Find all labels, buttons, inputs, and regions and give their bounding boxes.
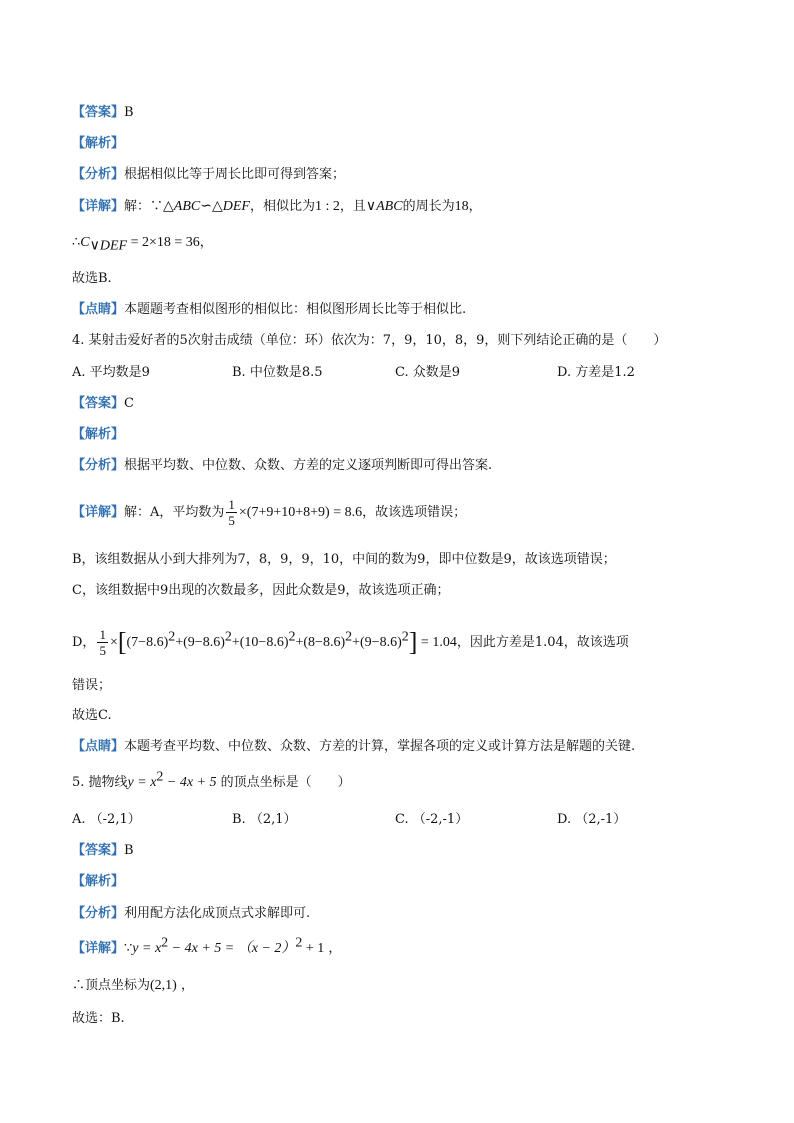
text-segment: ，相似比为 (249, 199, 315, 214)
parabola-expression: y = x (127, 775, 157, 790)
text-segment: ， (176, 978, 194, 993)
dianjing-text: 本题题考查相似图形的相似比：相似图形周长比等于相似比. (124, 302, 467, 317)
q3-answer-line (72, 104, 134, 122)
q5-fenxi-line (72, 905, 310, 923)
q5-jiexi (72, 873, 124, 891)
q5-guxuan (72, 1010, 125, 1028)
guxuan-text: 故选B. (72, 271, 112, 286)
q4-line-d-cont (72, 677, 111, 695)
q4-dianjing-line (72, 738, 635, 756)
fraction-denominator: 5 (99, 643, 106, 658)
text-segment: 错误； (72, 678, 112, 693)
variance-term: +(9−8.6) (352, 635, 402, 650)
q5-xiangjie-line (72, 935, 342, 958)
q4-line-d (72, 627, 629, 658)
parabola-expression: y = x (132, 941, 162, 956)
text-segment: ，故该选项错误； (362, 505, 467, 520)
variance-term: +(8−8.6) (295, 635, 346, 650)
q3-jiexi (72, 135, 124, 153)
answer-value: B (124, 843, 134, 858)
square-exponent: 2 (224, 629, 232, 645)
q4-answer-line (72, 395, 134, 413)
text-segment: ， (324, 941, 342, 956)
mean-expression: ×(7+9+10+8+9) = 8.6 (238, 505, 363, 520)
square-exponent: 2 (156, 769, 164, 785)
times-sign: × (109, 635, 118, 650)
option-d: D. （2,-1） (557, 812, 627, 827)
fenxi-text: 根据相似比等于周长比即可得到答案； (124, 167, 346, 182)
text-segment: ， (468, 199, 482, 214)
xiangjie-pre: 解：A，平均数为 (124, 505, 225, 520)
calc-expression: = 2×18 = 36 (127, 235, 200, 250)
fraction-numerator: 1 (228, 497, 235, 512)
vertex-form-tail: + 1 (302, 941, 325, 956)
perimeter-value: 18 (454, 199, 469, 214)
q4-jiexi (72, 426, 124, 444)
option-c: C. （-2,-1） (395, 812, 469, 827)
variance-result: = 1.04 (417, 635, 457, 650)
fenxi-text: 利用配方法化成顶点式求解即可. (124, 906, 311, 921)
stem-suffix: 的顶点坐标是（ ） (216, 775, 351, 790)
fenxi-tag: 【分析】 (72, 906, 125, 921)
variance-term: +(9−8.6) (175, 635, 225, 650)
triangle-abc: ∨ABC (365, 199, 403, 214)
dianjing-tag: 【点睛】 (72, 739, 125, 754)
q4-guxuan (72, 707, 112, 725)
q4-stem (72, 332, 666, 350)
option-d: D. 方差是1.2 (557, 365, 635, 380)
text-segment: 的周长为 (402, 199, 455, 214)
vertex-form: − 4x + 5 = （x − 2） (168, 941, 296, 956)
answer-tag: 【答案】 (72, 105, 125, 120)
guxuan-text: 故选C. (72, 708, 112, 723)
option-a: A. 平均数是9 (72, 365, 150, 380)
similar-triangles: △ABC∽△DEF (163, 199, 250, 214)
xiangjie-tag: 【详解】 (72, 941, 125, 956)
xiangjie-tag: 【详解】 (72, 199, 125, 214)
option-a: A. （-2,1） (72, 812, 141, 827)
jiexi-tag: 【解析】 (72, 427, 125, 442)
therefore-symbol: ∴ (72, 235, 81, 250)
text-segment: ，因此方差是1.04，故该选项 (456, 635, 629, 650)
guxuan-text: 故选：B. (72, 1011, 125, 1026)
vertex-coordinates: (2,1) (150, 978, 177, 993)
option-b: B. 中位数是8.5 (232, 365, 323, 380)
q5-vertex-line (72, 977, 194, 995)
q3-calc-line (72, 234, 213, 252)
dianjing-text: 本题考查平均数、中位数、众数、方差的计算，掌握各项的定义或计算方法是解题的关键. (124, 739, 636, 754)
q3-xiangjie-line (72, 198, 482, 216)
answer-value: B (124, 105, 134, 120)
explanation-c: C，该组数据中9出现的次数最多，因此众数是9，故该选项正确； (72, 583, 450, 598)
jiexi-tag: 【解析】 (72, 136, 125, 151)
q4-line-b (72, 551, 616, 569)
q5-answer-line (72, 842, 134, 860)
square-exponent: 2 (168, 629, 176, 645)
q5-stem (72, 769, 351, 792)
q4-fenxi-line (72, 457, 492, 475)
fenxi-tag: 【分析】 (72, 458, 125, 473)
variance-term: +(10−8.6) (231, 635, 289, 650)
option-c: C. 众数是9 (395, 365, 461, 380)
fraction-one-fifth (226, 497, 237, 528)
because-symbol: ∵ (124, 941, 133, 956)
q4-xiangjie-line (72, 497, 466, 528)
perimeter-subscript: ∨DEF (89, 238, 128, 254)
q3-fenxi-line (72, 166, 345, 184)
dianjing-tag: 【点睛】 (72, 302, 125, 317)
fenxi-tag: 【分析】 (72, 167, 125, 182)
perimeter-symbol: C (80, 235, 90, 250)
square-exponent: 2 (295, 935, 303, 951)
parabola-expression: − 4x + 5 (163, 775, 217, 790)
fenxi-text: 根据平均数、中位数、众数、方差的定义逐项判断即可得出答案. (124, 458, 493, 473)
fraction-numerator: 1 (99, 627, 106, 642)
text-segment: ， (199, 235, 213, 250)
left-bracket: [ (117, 627, 127, 657)
square-exponent: 2 (401, 629, 409, 645)
variance-term: (7−8.6) (126, 635, 169, 650)
answer-tag: 【答案】 (72, 843, 125, 858)
jiexi-tag: 【解析】 (72, 874, 125, 889)
xiangjie-pre: 解：∵ (124, 199, 164, 214)
similarity-ratio: 1 : 2 (314, 199, 340, 214)
text-segment: ，且 (339, 199, 366, 214)
answer-tag: 【答案】 (72, 396, 125, 411)
explanation-b: B，该组数据从小到大排列为7，8，9，9，10，中间的数为9，即中位数是9，故该选项错误； (72, 552, 616, 567)
square-exponent: 2 (345, 629, 353, 645)
square-exponent: 2 (288, 629, 296, 645)
right-bracket: ] (408, 627, 418, 657)
square-exponent: 2 (161, 935, 169, 951)
fraction-denominator: 5 (228, 513, 235, 528)
vertex-prefix: ∴顶点坐标为 (72, 978, 151, 993)
stem-prefix: 5. 抛物线 (72, 775, 128, 790)
question-stem: 4. 某射击爱好者的5次射击成绩（单位：环）依次为：7，9，10，8，9，则下列结论正确的是（ ） (72, 333, 667, 348)
d-prefix: D， (72, 635, 96, 650)
xiangjie-tag: 【详解】 (72, 505, 125, 520)
option-b: B. （2,1） (232, 812, 297, 827)
q3-dianjing-line (72, 301, 466, 319)
q3-guxuan (72, 270, 112, 288)
answer-value: C (124, 396, 134, 411)
fraction-one-fifth (97, 627, 108, 658)
q4-line-c (72, 582, 450, 600)
